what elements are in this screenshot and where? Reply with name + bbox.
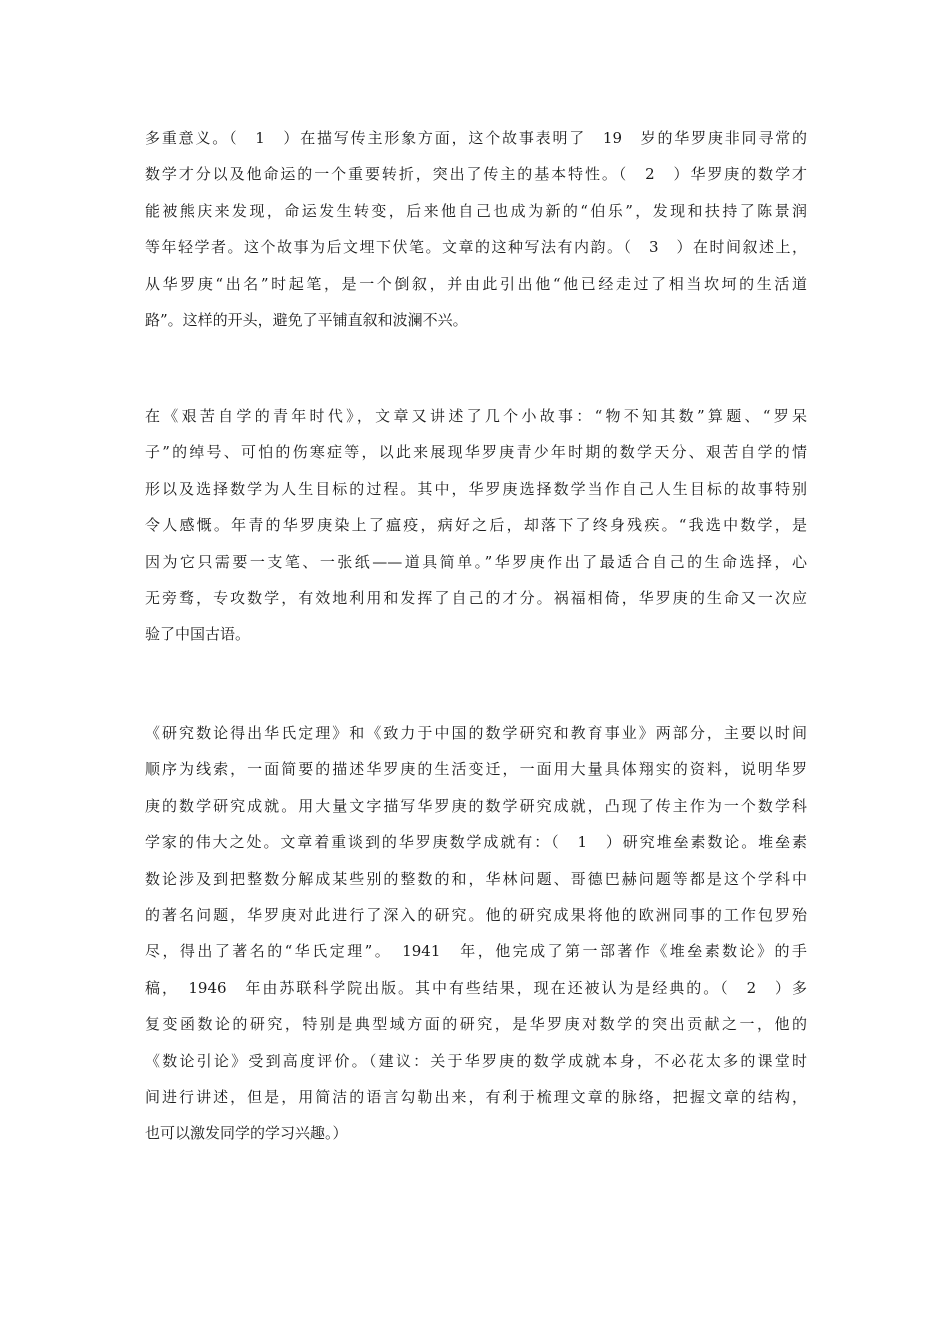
text-line: 《数论引论》受到高度评价。（建议：关于华罗庚的数学成就本身，不必花太多的课堂时 — [145, 1051, 807, 1070]
text-line: 尽，得出了著名的“华氏定理”。 1941 年，他完成了第一部著作《堆垒素数论》的手 — [145, 942, 807, 961]
text-line: 数论涉及到把整数分解成某些别的整数的和，华林问题、哥德巴赫问题等都是这个学科中 — [145, 869, 807, 888]
paragraph-research-achievements — [145, 715, 807, 1152]
text-line: 在《艰苦自学的青年时代》，文章又讲述了几个小故事：“物不知其数”算题、“罗呆 — [145, 407, 807, 425]
text-line: 间进行讲述，但是，用简洁的语言勾勒出来，有利于梳理文章的脉络，把握文章的结构， — [145, 1088, 807, 1107]
text-line: 子”的绰号、可怕的伤寒症等，以此来展现华罗庚青少年时期的数学天分、艰苦自学的情 — [145, 443, 807, 462]
text-line: 庚的数学研究成就。用大量文字描写华罗庚的数学研究成就，凸现了传主作为一个数学科 — [145, 796, 807, 815]
text-line: 从华罗庚“出名”时起笔，是一个倒叙，并由此引出他“他已经走过了相当坎坷的生活道 — [145, 274, 807, 293]
text-line: 能被熊庆来发现，命运发生转变，后来他自己也成为新的“伯乐”，发现和扶持了陈景润 — [145, 201, 807, 220]
text-line: 复变函数论的研究，特别是典型域方面的研究，是华罗庚对数学的突出贡献之一，他的 — [145, 1015, 807, 1034]
paragraph-meaning-of-story — [145, 120, 807, 338]
text-line: 《研究数论得出华氏定理》和《致力于中国的数学研究和教育事业》两部分，主要以时间 — [145, 724, 807, 742]
text-line: 稿， 1946 年由苏联科学院出版。其中有些结果，现在还被认为是经典的。（ 2 ）多 — [145, 978, 807, 997]
text-line: 多重意义。（ 1 ）在描写传主形象方面，这个故事表明了 19 岁的华罗庚非同寻常的 — [145, 129, 807, 147]
text-line: 无旁骛，专攻数学，有效地利用和发挥了自己的才分。祸福相倚，华罗庚的生命又一次应 — [145, 589, 807, 608]
text-line: 的著名问题，华罗庚对此进行了深入的研究。他的研究成果将他的欧洲同事的工作包罗殆 — [145, 906, 807, 925]
text-line: 验了中国古语。 — [145, 625, 251, 644]
text-line: 等年轻学者。这个故事为后文埋下伏笔。文章的这种写法有内韵。（ 3 ）在时间叙述上， — [145, 238, 807, 257]
text-line: 形以及选择数学为人生目标的过程。其中，华罗庚选择数学当作自己人生目标的故事特别 — [145, 479, 807, 498]
paragraph-youth-self-study — [145, 398, 807, 653]
text-line: 也可以激发同学的学习兴趣。） — [145, 1124, 348, 1143]
text-line: 路”。这样的开头，避免了平铺直叙和波澜不兴。 — [145, 311, 468, 330]
text-line: 顺序为线索，一面简要的描述华罗庚的生活变迁，一面用大量具体翔实的资料，说明华罗 — [145, 760, 807, 779]
text-line: 数学才分以及他命运的一个重要转折，突出了传主的基本特性。（ 2 ）华罗庚的数学才 — [145, 165, 807, 184]
text-line: 学家的伟大之处。文章着重谈到的华罗庚数学成就有：（ 1 ）研究堆垒素数论。堆垒素 — [145, 833, 807, 852]
text-line: 令人感慨。年青的华罗庚染上了瘟疫，病好之后，却落下了终身残疾。“我选中数学，是 — [145, 516, 807, 535]
text-line: 因为它只需要一支笔、一张纸——道具简单。”华罗庚作出了最适合自己的生命选择，心 — [145, 552, 807, 571]
